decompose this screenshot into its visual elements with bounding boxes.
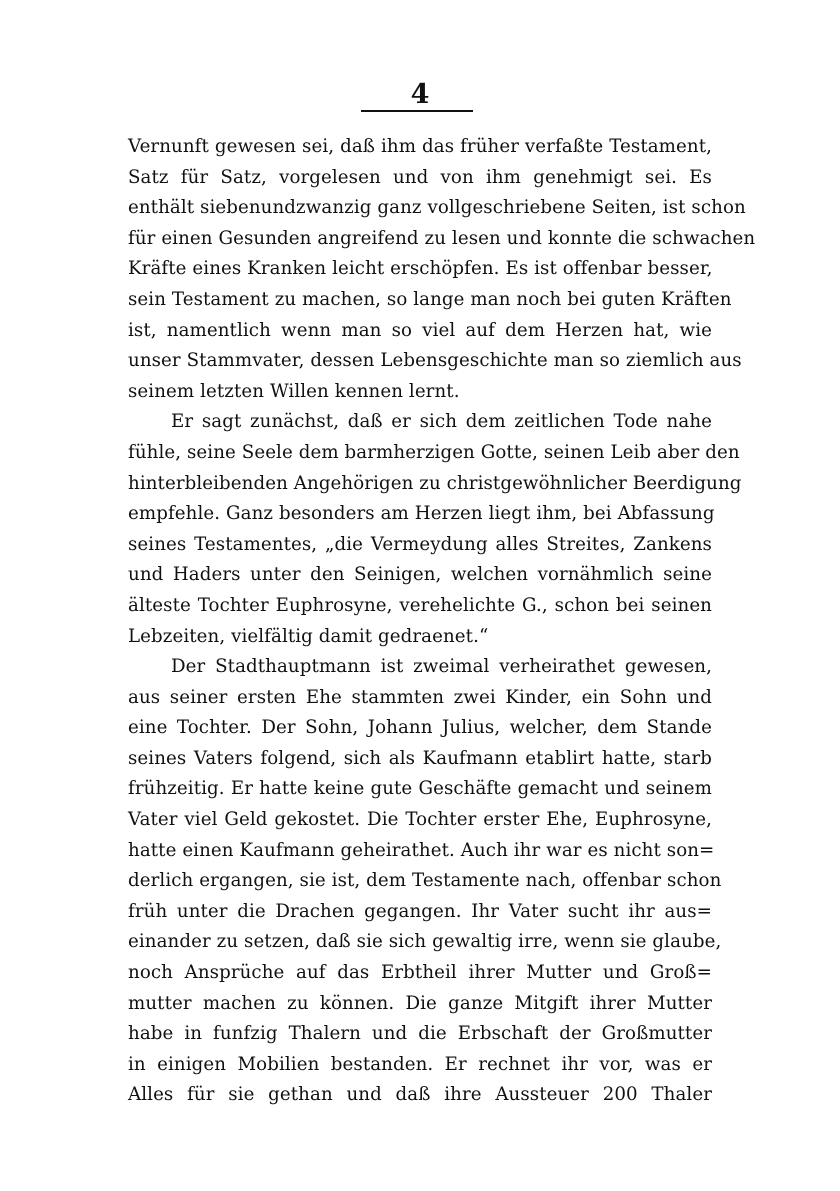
text-line: hinterbleibenden Angehörigen zu christgewöhnlicher Beerdigung <box>128 472 742 494</box>
text-line: derlich ergangen, sie ist, dem Testamente nach, offenbar schon <box>128 870 722 892</box>
paragraph-end-line: seinem letzten Willen kennen lernt. <box>128 380 460 402</box>
text-line: frühzeitig. Er hatte keine gute Geschäfte gemacht und seinem <box>128 778 712 800</box>
text-line: seines Vaters folgend, sich als Kaufmann etablirt hatte, starb <box>128 747 712 769</box>
text-line: hatte einen Kaufmann geheirathet. Auch ihr war es nicht son= <box>128 839 715 861</box>
text-line: älteste Tochter Euphrosyne, verehelichte G., schon bei seinen <box>128 594 712 616</box>
page-number: 4 <box>410 79 430 110</box>
text-line: früh unter die Drachen gegangen. Ihr Vater sucht ihr aus= <box>128 900 712 922</box>
text-line: Kräfte eines Kranken leicht erschöpfen. Es ist offenbar besser, <box>128 258 713 280</box>
page-number-rule <box>361 110 473 112</box>
text-line: empfehle. Ganz besonders am Herzen liegt ihm, bei Abfassung <box>128 503 715 525</box>
text-line: Satz für Satz, vorgelesen und von ihm genehmigt sei. Es <box>128 166 712 188</box>
text-line: Vernunft gewesen sei, daß ihm das früher verfaßte Testament, <box>128 136 712 157</box>
text-line: ist, namentlich wenn man so viel auf dem Herzen hat, wie <box>128 319 712 341</box>
text-line: enthält siebenundzwanzig ganz vollgeschriebene Seiten, ist schon <box>128 197 746 219</box>
paragraph-start-line: Der Stadthauptmann ist zweimal verheirathet gewesen, <box>171 656 712 678</box>
text-line: aus seiner ersten Ehe stammten zwei Kinder, ein Sohn und <box>128 686 712 708</box>
text-line: in einigen Mobilien bestanden. Er rechnet ihr vor, was er <box>128 1053 712 1075</box>
text-line: einander zu setzen, daß sie sich gewaltig irre, wenn sie glaube, <box>128 931 722 953</box>
text-line: fühle, seine Seele dem barmherzigen Gotte, seinen Leib aber den <box>128 441 740 463</box>
paragraph-end-line: Lebzeiten, vielfältig damit gedraenet.“ <box>128 625 489 647</box>
text-line: mutter machen zu können. Die ganze Mitgift ihrer Mutter <box>128 992 712 1014</box>
text-line: eine Tochter. Der Sohn, Johann Julius, welcher, dem Stande <box>128 717 712 739</box>
text-line: und Haders unter den Seinigen, welchen vornähmlich seine <box>128 564 712 586</box>
text-line: sein Testament zu machen, so lange man noch bei guten Kräften <box>128 288 732 310</box>
body-text <box>128 132 756 1111</box>
text-line: unser Stammvater, dessen Lebensgeschichte man so ziemlich aus <box>128 350 742 372</box>
text-line: Vater viel Geld gekostet. Die Tochter erster Ehe, Euphrosyne, <box>128 809 712 831</box>
text-line: habe in funfzig Thalern und die Erbschaft der Großmutter <box>128 1023 712 1045</box>
text-line: seines Testamentes, „die Vermeydung alles Streites, Zankens <box>128 533 712 555</box>
text-line: noch Ansprüche auf das Erbtheil ihrer Mutter und Groß= <box>128 962 712 984</box>
text-line: Alles für sie gethan und daß ihre Aussteuer 200 Thaler <box>128 1084 712 1106</box>
text-line: für einen Gesunden angreifend zu lesen und konnte die schwachen <box>128 227 756 249</box>
paragraph-start-line: Er sagt zunächst, daß er sich dem zeitlichen Tode nahe <box>171 411 712 433</box>
